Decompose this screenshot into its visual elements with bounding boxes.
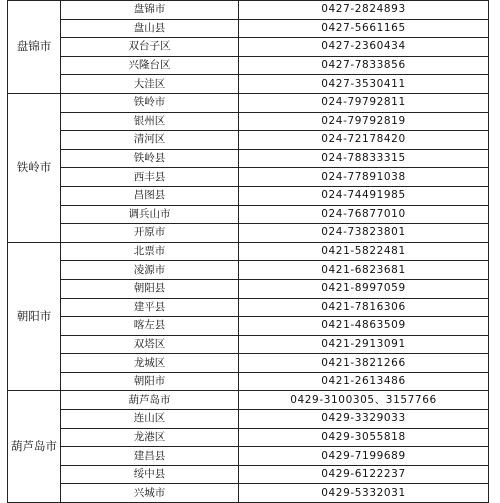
phone-number-cell: 0421-8997059 [239,279,489,298]
contact-table [7,0,489,503]
table-row [8,242,489,261]
phone-number-cell: 024-78833315 [239,149,489,168]
district-name-cell: 建昌县 [61,447,239,466]
phone-number-cell: 0421-4863509 [239,317,489,336]
district-name-cell: 盘锦市 [61,1,239,20]
table-row [8,298,489,317]
table-row [8,354,489,373]
table-row [8,38,489,57]
table-row [8,428,489,447]
district-name-cell: 昌图县 [61,186,239,205]
phone-number-cell: 0427-2824893 [239,1,489,20]
district-name-cell: 盘山县 [61,19,239,38]
table-row [8,168,489,187]
table-row [8,447,489,466]
phone-number-cell: 0421-2913091 [239,335,489,354]
district-name-cell: 葫芦岛市 [61,391,239,410]
table-row [8,410,489,429]
phone-number-cell: 0429-7199689 [239,447,489,466]
district-name-cell: 绥中县 [61,465,239,484]
table-row [8,261,489,280]
district-name-cell: 清河区 [61,131,239,150]
phone-number-cell: 0427-3530411 [239,75,489,94]
table-row [8,205,489,224]
phone-number-cell: 0429-3100305、3157766 [239,391,489,410]
contact-table-body [8,1,489,503]
city-name-cell: 朝阳市 [8,242,61,391]
table-row [8,149,489,168]
table-row [8,112,489,131]
phone-number-cell: 0421-7816306 [239,298,489,317]
phone-number-cell: 024-76877010 [239,205,489,224]
city-name-cell: 铁岭市 [8,93,61,242]
district-name-cell: 兴隆台区 [61,56,239,75]
district-name-cell: 建平县 [61,298,239,317]
district-name-cell: 银州区 [61,112,239,131]
phone-number-cell: 0421-6823681 [239,261,489,280]
district-name-cell: 凌源市 [61,261,239,280]
city-name-cell: 盘锦市 [8,1,61,94]
table-row [8,19,489,38]
phone-number-cell: 024-79792811 [239,93,489,112]
phone-number-cell: 0427-7833856 [239,56,489,75]
phone-number-cell: 0429-3329033 [239,410,489,429]
table-row [8,224,489,243]
district-name-cell: 开原市 [61,224,239,243]
district-name-cell: 铁岭市 [61,93,239,112]
district-name-cell: 朝阳市 [61,372,239,391]
district-name-cell: 西丰县 [61,168,239,187]
table-row [8,372,489,391]
phone-number-cell: 0421-2613486 [239,372,489,391]
phone-number-cell: 0429-6122237 [239,465,489,484]
district-name-cell: 北票市 [61,242,239,261]
table-row [8,186,489,205]
district-name-cell: 兴城市 [61,484,239,503]
table-row [8,335,489,354]
table-row [8,93,489,112]
phone-number-cell: 0427-5661165 [239,19,489,38]
phone-number-cell: 024-72178420 [239,131,489,150]
district-name-cell: 龙港区 [61,428,239,447]
phone-number-cell: 024-73823801 [239,224,489,243]
district-name-cell: 朝阳县 [61,279,239,298]
district-name-cell: 龙城区 [61,354,239,373]
district-name-cell: 大洼区 [61,75,239,94]
table-row [8,56,489,75]
phone-number-cell: 024-79792819 [239,112,489,131]
district-name-cell: 调兵山市 [61,205,239,224]
table-row [8,391,489,410]
phone-number-cell: 0421-3821266 [239,354,489,373]
table-row [8,1,489,20]
district-name-cell: 双台子区 [61,38,239,57]
table-row [8,465,489,484]
district-name-cell: 铁岭县 [61,149,239,168]
district-name-cell: 双塔区 [61,335,239,354]
district-name-cell: 喀左县 [61,317,239,336]
table-row [8,75,489,94]
phone-number-cell: 0429-3055818 [239,428,489,447]
city-name-cell: 葫芦岛市 [8,391,61,503]
phone-number-cell: 024-74491985 [239,186,489,205]
phone-number-cell: 0427-2360434 [239,38,489,57]
phone-number-cell: 0421-5822481 [239,242,489,261]
district-name-cell: 连山区 [61,410,239,429]
phone-number-cell: 0429-5332031 [239,484,489,503]
table-row [8,131,489,150]
phone-number-cell: 024-77891038 [239,168,489,187]
table-row [8,279,489,298]
table-row [8,317,489,336]
